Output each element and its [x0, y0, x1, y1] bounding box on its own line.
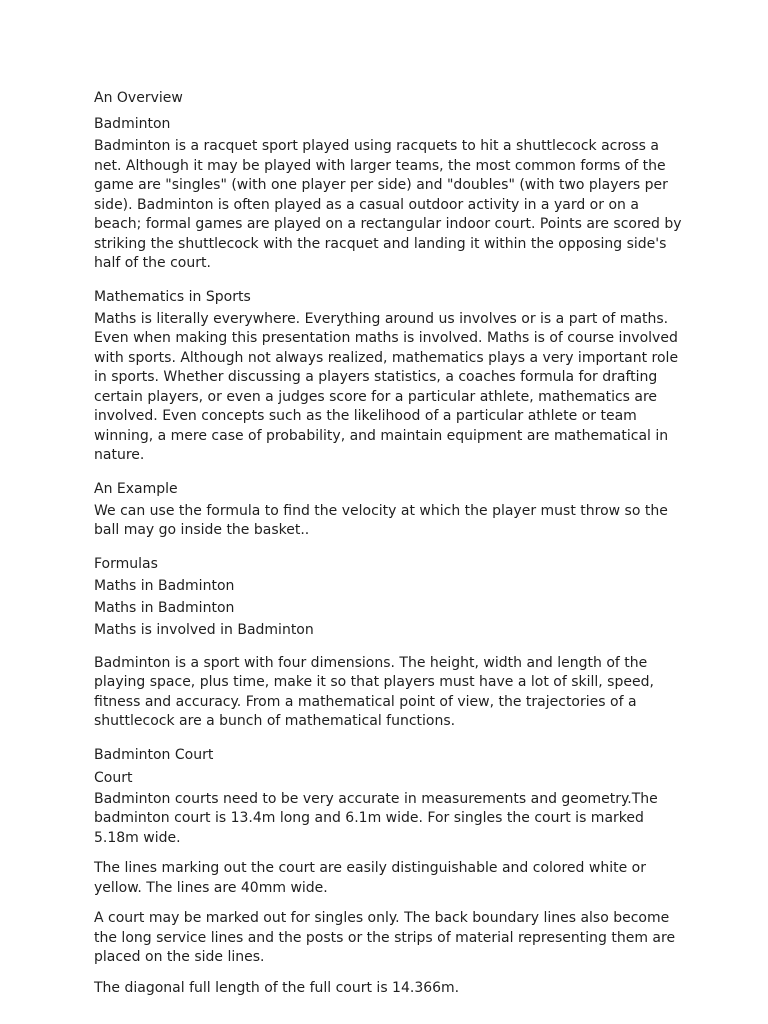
court-paragraph-2: The lines marking out the court are easily distinguishable and colored white or yellow. The lines are 40mm wide. [94, 860, 646, 896]
overview-paragraph: Badminton is a racquet sport played using racquets to hit a shuttlecock across a net. Although it may be played with larger teams, the most common forms of the game are "singles" (with one player per side) and "doubles" (with two players per side). Badminton is often played as a casual outdoor activity in a yard or on a beach; formal games are played on a rectangular indoor court. Points are scored by striking the shuttlecock with the racquet and landing it within the opposing side's half of the court. [94, 138, 682, 271]
formulas-line-1: Maths in Badminton [94, 577, 235, 594]
overview-subtitle: Badminton [94, 116, 171, 132]
court-heading: Badminton Court [94, 746, 214, 763]
document-page [94, 88, 684, 998]
example-heading: An Example [94, 480, 178, 497]
formulas-paragraph: Badminton is a sport with four dimensions. The height, width and length of the playing space, plus time, make it so that players must have a lot of skill, speed, fitness and accuracy. From a mathematical point of view, the trajectories of a shuttlecock are a bunch of mathematical functions. [94, 654, 654, 729]
court-paragraph-4: The diagonal full length of the full court is 14.366m. [94, 979, 460, 996]
overview-section [94, 88, 684, 274]
formulas-heading: Formulas [94, 555, 158, 572]
maths-in-sports-heading: Mathematics in Sports [94, 288, 251, 305]
maths-in-sports-paragraph: Maths is literally everywhere. Everything around us involves or is a part of maths. Even when making this presentation maths is involved. Maths is of course involved with sports. Although not always realized, mathematics plays a very important role in sports. Whether discussing a players statistics, a coaches formula for drafting certain players, or even a judges score for a particular athlete, mathematics are involved. Even concepts such as the likelihood of a particular athlete or team winning, a mere case of probability, and maintain equipment are mathematical in nature. [94, 310, 679, 463]
court-paragraph-3: A court may be marked out for singles only. The back boundary lines also become the long service lines and the posts or the strips of material representing them are placed on the side lines. [94, 910, 676, 965]
maths-in-sports-section [94, 287, 684, 466]
example-section [94, 479, 684, 541]
formulas-section [94, 554, 684, 732]
court-section [94, 745, 684, 999]
court-paragraph-1: Badminton courts need to be very accurate in measurements and geometry.The badminton court is 13.4m long and 6.1m wide. For singles the court is marked 5.18m wide. [94, 790, 658, 846]
example-paragraph: We can use the formula to find the velocity at which the player must throw so the ball may go inside the basket.. [94, 502, 668, 538]
court-subheading: Court [94, 769, 133, 786]
overview-title: An Overview [94, 90, 183, 106]
formulas-line-3: Maths is involved in Badminton [94, 621, 314, 638]
formulas-line-2: Maths in Badminton [94, 599, 235, 616]
